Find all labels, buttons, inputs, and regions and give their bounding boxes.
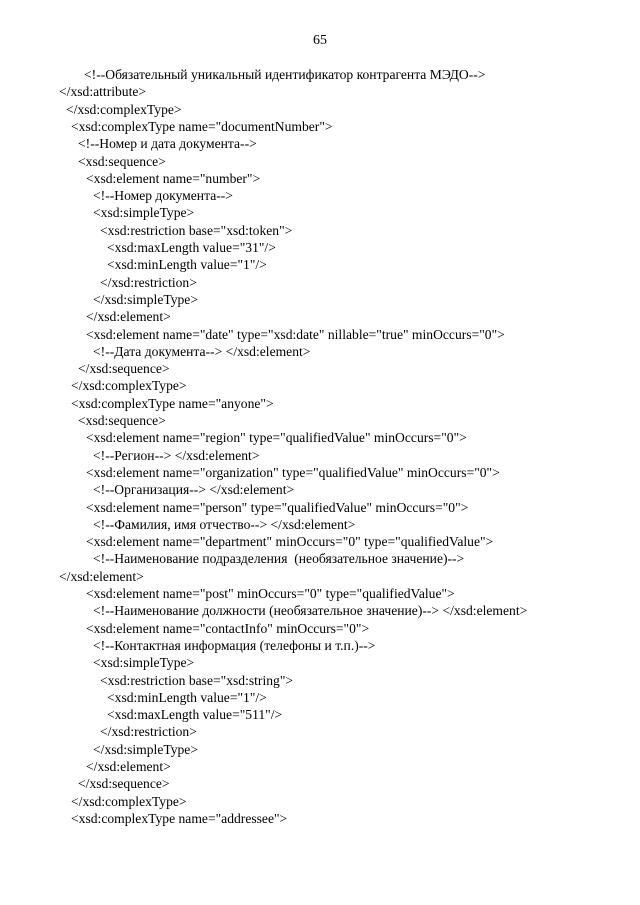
- code-line: <xsd:simpleType>: [93, 655, 195, 671]
- code-line: </xsd:element>: [59, 568, 144, 584]
- code-line: </xsd:restriction>: [100, 274, 197, 290]
- code-line: </xsd:restriction>: [100, 724, 197, 740]
- code-line: <xsd:element name="region" type="qualifiedValue" minOccurs="0">: [86, 430, 467, 446]
- code-line: <xsd:maxLength value="31"/>: [107, 240, 276, 255]
- code-line: <!--Организация--> </xsd:element>: [93, 482, 295, 498]
- code-line: <xsd:maxLength value="511"/>: [107, 707, 283, 723]
- code-line: <xsd:element name="organization" type="qualifiedValue" minOccurs="0">: [86, 464, 500, 480]
- code-line: <xsd:element name="number">: [86, 170, 261, 186]
- code-line: <xsd:complexType name="addressee">: [71, 810, 288, 826]
- code-line: </xsd:sequence>: [78, 776, 170, 792]
- code-line: <xsd:minLength value="1"/>: [107, 257, 267, 273]
- code-line: <xsd:simpleType>: [93, 205, 195, 221]
- code-line: <!--Наименование подразделения (необязательное значение)-->: [93, 551, 465, 567]
- code-line: <!--Наименование должности (необязательное значение)--> </xsd:element>: [93, 603, 528, 619]
- code-line: <xsd:element name="person" type="qualifiedValue" minOccurs="0">: [86, 499, 469, 515]
- code-line: <!--Дата документа--> </xsd:element>: [93, 343, 311, 359]
- code-line: </xsd:sequence>: [78, 361, 170, 377]
- code-line: <xsd:sequence>: [78, 413, 166, 428]
- code-line: </xsd:simpleType>: [93, 291, 198, 307]
- code-line: <!--Контактная информация (телефоны и т.п.)-->: [93, 637, 376, 653]
- code-line: <!--Регион--> </xsd:element>: [93, 447, 260, 463]
- code-line: <xsd:complexType name="anyone">: [71, 395, 274, 411]
- code-line: <!--Фамилия, имя отчество--> </xsd:element>: [93, 516, 356, 532]
- code-line: <!--Обязательный уникальный идентификатор контрагента МЭДО-->: [84, 67, 486, 82]
- page-number: 65: [313, 33, 327, 48]
- code-line: </xsd:element>: [86, 309, 171, 325]
- code-line: <xsd:restriction base="xsd:string">: [100, 672, 294, 688]
- code-line: <xsd:element name="contactInfo" minOccurs="0">: [86, 620, 370, 636]
- code-line: </xsd:complexType>: [71, 793, 187, 809]
- code-line: </xsd:simpleType>: [93, 741, 198, 757]
- code-line: <xsd:element name="date" type="xsd:date" nillable="true" minOccurs="0">: [86, 326, 505, 342]
- code-line: <!--Номер документа-->: [93, 188, 233, 204]
- code-line: <xsd:restriction base="xsd:token">: [100, 222, 293, 238]
- code-line: </xsd:element>: [86, 759, 171, 774]
- code-line: </xsd:complexType>: [71, 378, 187, 394]
- code-line: <xsd:sequence>: [78, 153, 166, 169]
- code-line: <xsd:element name="post" minOccurs="0" type="qualifiedValue">: [86, 586, 455, 601]
- code-line: </xsd:complexType>: [66, 101, 182, 117]
- code-line: <xsd:complexType name="documentNumber">: [71, 118, 333, 134]
- code-line: </xsd:attribute>: [59, 84, 147, 100]
- code-line: <!--Номер и дата документа-->: [78, 136, 257, 152]
- code-line: <xsd:minLength value="1"/>: [107, 689, 267, 705]
- code-line: <xsd:element name="department" minOccurs="0" type="qualifiedValue">: [86, 534, 494, 550]
